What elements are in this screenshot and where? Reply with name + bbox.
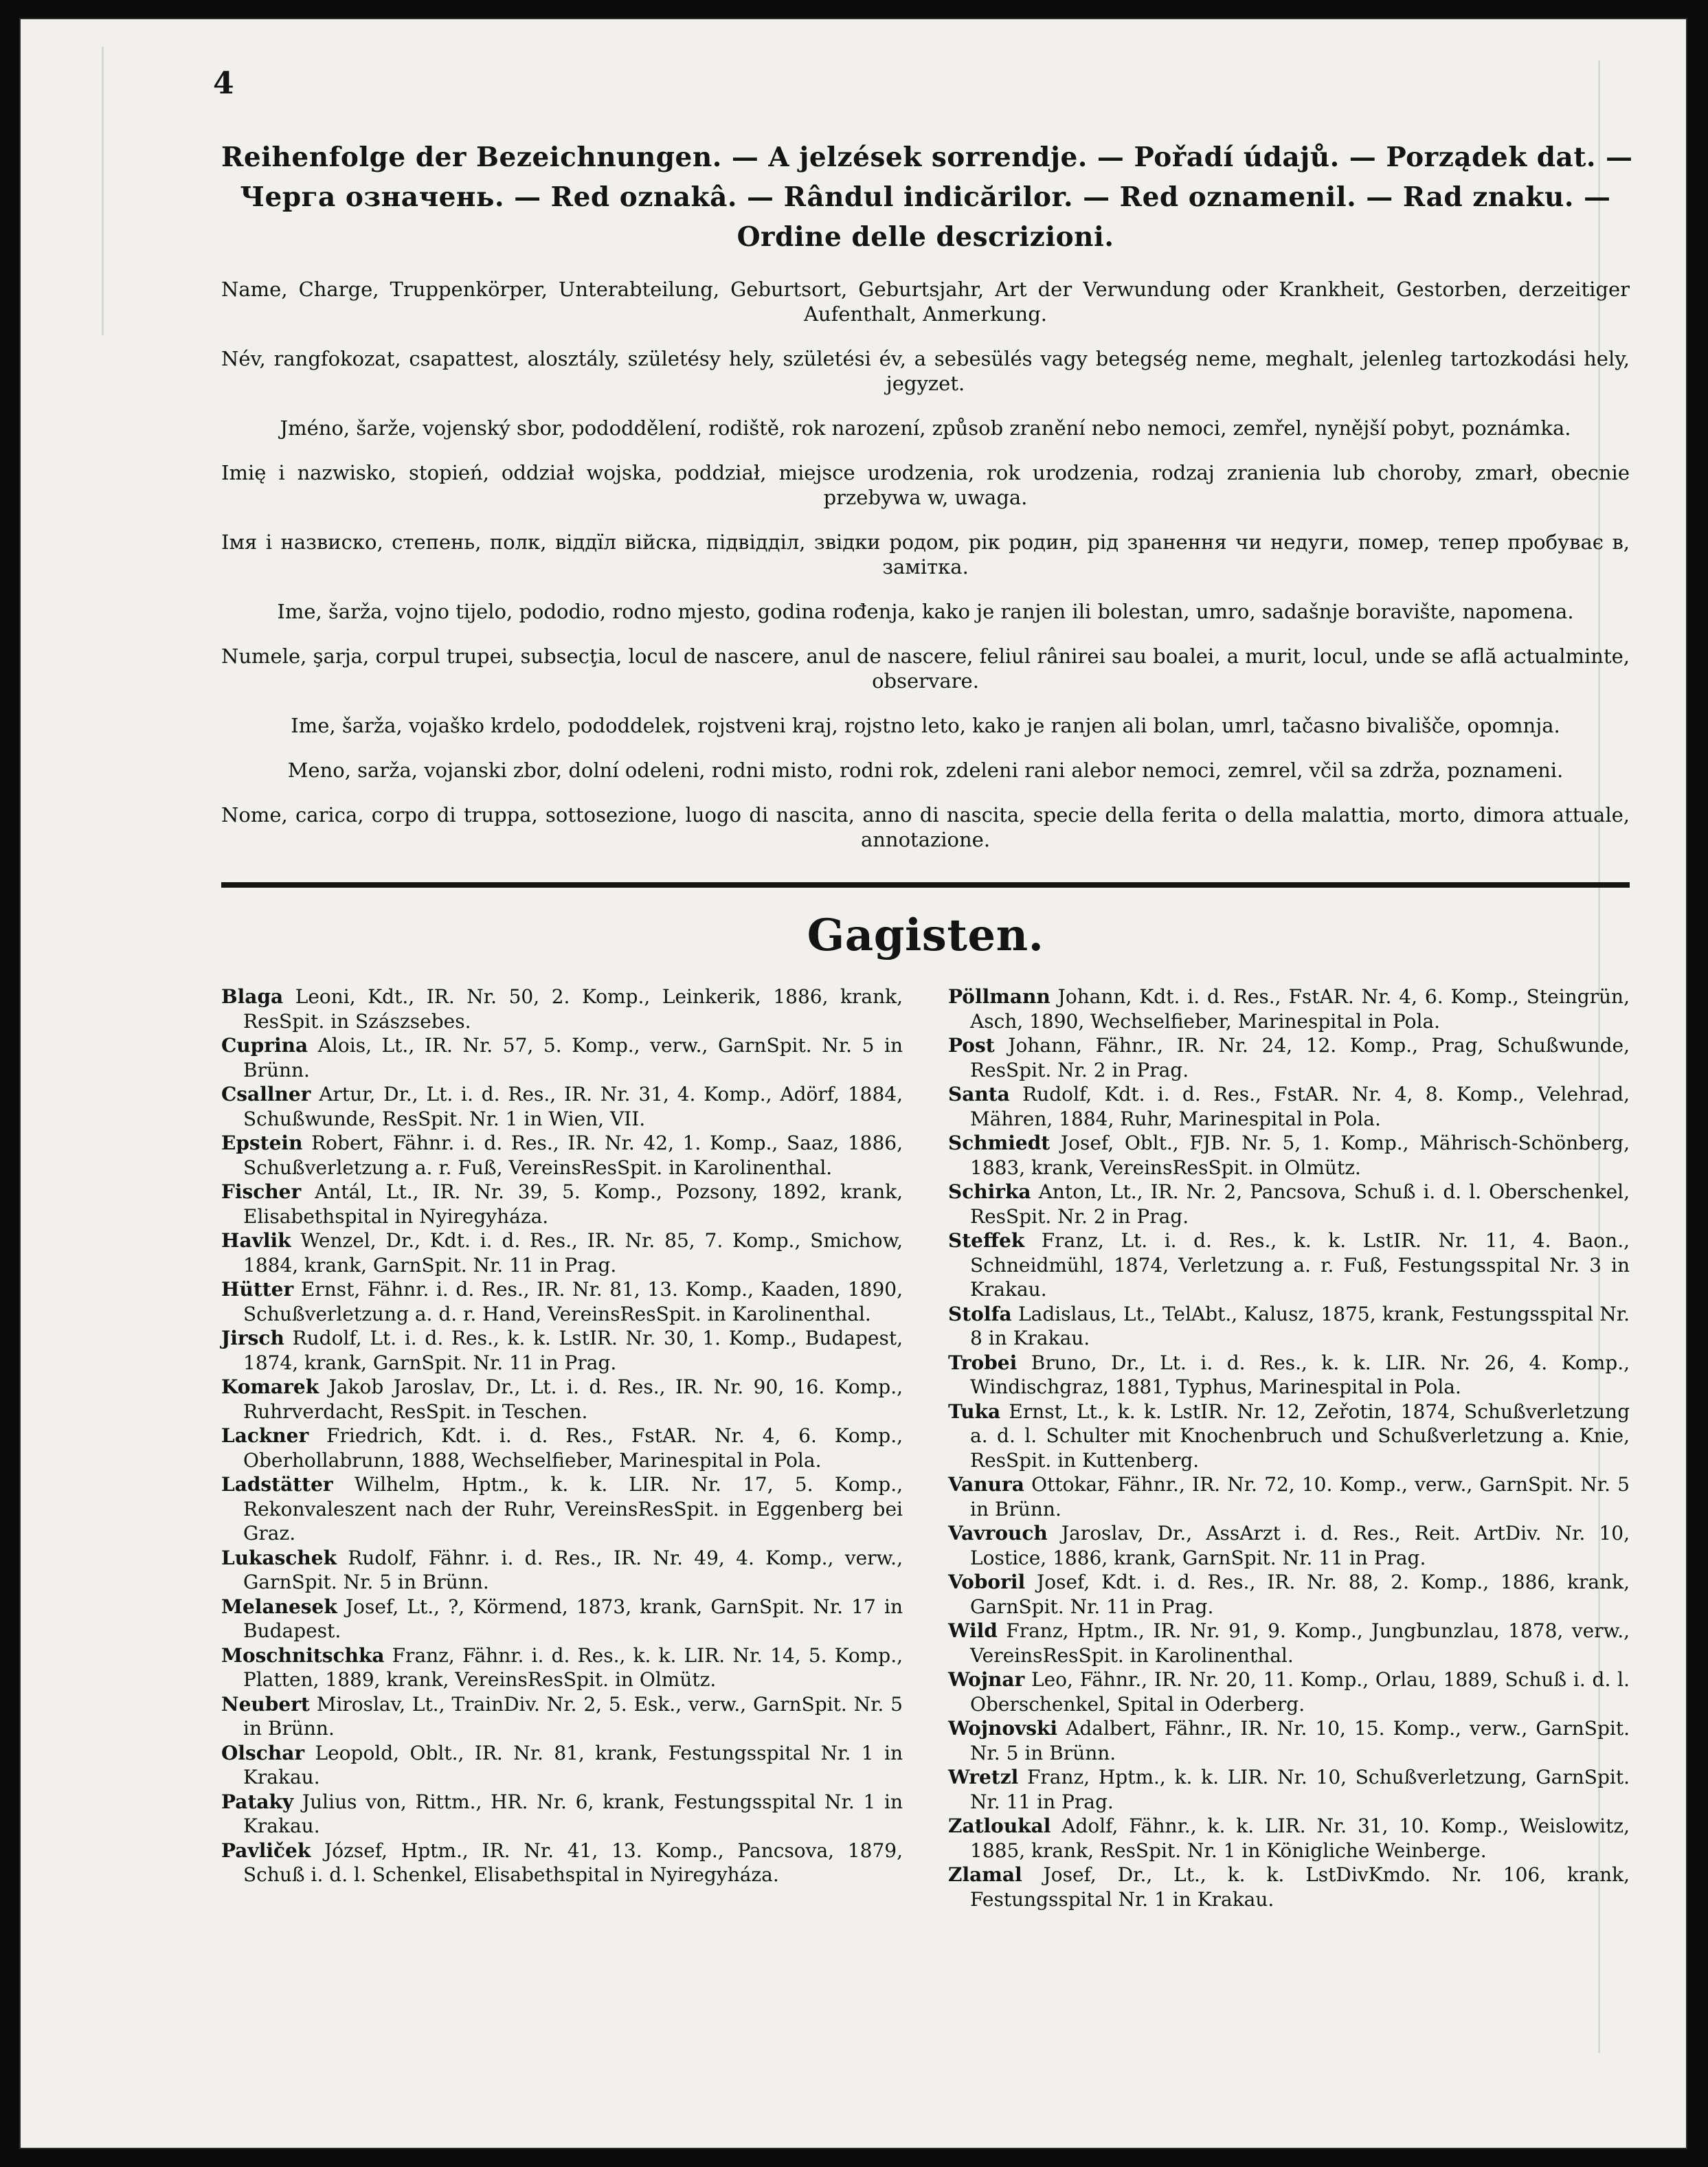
entry-details: Franz, Fähnr. i. d. Res., k. k. LIR. Nr. 14, 5. Komp., Platten, 1889, krank, VereinsResSpit. in Olmütz.	[243, 1643, 903, 1691]
entry-surname: Neubert	[221, 1692, 310, 1716]
casualty-entry	[221, 1228, 903, 1277]
entry-details: Friedrich, Kdt. i. d. Res., FstAR. Nr. 4, 6. Komp., Oberhollabrunn, 1888, Wechselfieber, Marinespital in Pola.	[243, 1424, 903, 1472]
legend-croatian: Ime, šarža, vojno tijelo, pododio, rodno mjesto, godina rođenja, kako je ranjen ili bolestan, umro, sadašnje boravište, napomena.	[277, 600, 1574, 623]
casualty-entry	[948, 1814, 1630, 1863]
entry-surname: Hütter	[221, 1278, 294, 1301]
casualty-entry	[948, 1668, 1630, 1716]
entry-details: Artur, Dr., Lt. i. d. Res., IR. Nr. 31, 4. Komp., Adörf, 1884, Schußwunde, ResSpit. Nr. 1 in Wien, VII.	[243, 1083, 903, 1130]
entry-surname: Pavliček	[221, 1839, 311, 1862]
casualty-entry	[221, 1595, 903, 1643]
entry-details: Julius von, Rittm., HR. Nr. 6, krank, Festungsspital Nr. 1 in Krakau.	[243, 1790, 903, 1837]
legend-hungarian: Név, rangfokozat, csapattest, alosztály, születésy hely, születési év, a sebesülés vagy betegség neme, meghalt, jelenleg tartozkodási hely, jegyzet.	[221, 347, 1630, 395]
page-number: 4	[213, 66, 234, 101]
entry-details: Josef, Kdt. i. d. Res., IR. Nr. 88, 2. Komp., 1886, krank, GarnSpit. Nr. 11 in Prag.	[970, 1571, 1630, 1618]
heading-line: Reihenfolge der Bezeichnungen. — A jelzések sorrendje. — Pořadí údajů. — Porządek dat. —	[221, 142, 1633, 173]
legend-romanian: Numele, şarja, corpul trupei, subsecţia, locul de nascere, anul de nascere, feliul rânirei sau boalei, a murit, locul, unde se află actualminte, observare.	[221, 644, 1630, 693]
entry-details: Robert, Fähnr. i. d. Res., IR. Nr. 42, 1. Komp., Saaz, 1886, Schußverletzung a. r. Fuß, VereinsResSpit. in Karolinenthal.	[243, 1132, 903, 1179]
entry-details: Josef, Lt., ?, Körmend, 1873, krank, GarnSpit. Nr. 17 in Budapest.	[243, 1595, 903, 1642]
entry-details: Josef, Dr., Lt., k. k. LstDivKmdo. Nr. 106, krank, Festungsspital Nr. 1 in Krakau.	[970, 1863, 1630, 1911]
heading-line: Ordine delle descrizioni.	[737, 221, 1114, 253]
heading-line: Черга означень. — Red oznakâ. — Rândul indicărilor. — Red oznamenil. — Rad znaku. —	[240, 181, 1611, 213]
casualty-entry	[221, 1375, 903, 1424]
entry-details: Rudolf, Lt. i. d. Res., k. k. LstIR. Nr. 30, 1. Komp., Budapest, 1874, krank, GarnSpit. Nr. 11 in Prag.	[243, 1327, 903, 1374]
legend-polish: Imię i nazwisko, stopień, oddział wojska, poddział, miejsce urodzenia, rok urodzenia, rodzaj zranienia lub choroby, zmarł, obecnie przebywa w, uwaga.	[221, 461, 1630, 509]
left-column	[221, 985, 903, 1911]
right-column	[948, 985, 1630, 1911]
casualty-entry	[221, 1790, 903, 1839]
entry-details: Anton, Lt., IR. Nr. 2, Pancsova, Schuß i. d. l. Oberschenkel, ResSpit. Nr. 2 in Prag.	[970, 1180, 1630, 1228]
casualty-entry	[221, 1839, 903, 1887]
entry-surname: Schmiedt	[948, 1132, 1050, 1154]
entry-details: Adalbert, Fähnr., IR. Nr. 10, 15. Komp., verw., GarnSpit. Nr. 5 in Brünn.	[970, 1717, 1630, 1764]
casualty-entry	[221, 1082, 903, 1131]
entry-surname: Olschar	[221, 1741, 305, 1764]
page-content	[221, 63, 1633, 1911]
legend-ruthenian: Імя і назвиско, степень, полк, віддїл війска, підвідділ, звідки родом, рік родин, рід зранення чи недуги, помер, тепер пробуває в, замітка.	[221, 530, 1630, 579]
entry-surname: Jirsch	[221, 1327, 284, 1349]
entry-details: Ottokar, Fähnr., IR. Nr. 72, 10. Komp., verw., GarnSpit. Nr. 5 in Brünn.	[970, 1473, 1630, 1520]
entry-details: Jaroslav, Dr., AssArzt i. d. Res., Reit. ArtDiv. Nr. 10, Lostice, 1886, krank, GarnSpit. Nr. 11 in Prag.	[970, 1522, 1630, 1569]
entry-details: Wenzel, Dr., Kdt. i. d. Res., IR. Nr. 85, 7. Komp., Smichow, 1884, krank, GarnSpit. Nr. 11 in Prag.	[243, 1229, 903, 1277]
entry-surname: Havlik	[221, 1229, 291, 1252]
entry-details: Leo, Fähnr., IR. Nr. 20, 11. Komp., Orlau, 1889, Schuß i. d. l. Oberschenkel, Spital in Oderberg.	[970, 1668, 1630, 1716]
entry-details: Franz, Hptm., k. k. LIR. Nr. 10, Schußverletzung, GarnSpit. Nr. 11 in Prag.	[970, 1766, 1630, 1813]
legend-slovenian: Ime, šarža, vojaško krdelo, pododdelek, rojstveni kraj, rojstno leto, kako je ranjen ali bolan, umrl, tačasno bivališče, opomnja.	[291, 714, 1560, 737]
entry-details: Johann, Fähnr., IR. Nr. 24, 12. Komp., Prag, Schußwunde, ResSpit. Nr. 2 in Prag.	[970, 1034, 1630, 1081]
entry-surname: Wojnar	[948, 1668, 1025, 1691]
casualty-entry	[948, 1131, 1630, 1180]
casualty-entry	[221, 1424, 903, 1472]
entry-surname: Vavrouch	[948, 1522, 1048, 1545]
casualty-entry	[948, 1765, 1630, 1814]
casualty-columns	[221, 985, 1630, 1911]
casualty-entry	[948, 1082, 1630, 1131]
casualty-entry	[221, 1546, 903, 1595]
casualty-entry	[221, 1131, 903, 1180]
entry-details: Bruno, Dr., Lt. i. d. Res., k. k. LIR. Nr. 26, 4. Komp., Windischgraz, 1881, Typhus, Marinespital in Pola.	[970, 1351, 1630, 1398]
casualty-entry	[948, 1033, 1630, 1082]
casualty-entry	[221, 985, 903, 1033]
entry-details: Leoni, Kdt., IR. Nr. 50, 2. Komp., Leinkerik, 1886, krank, ResSpit. in Szászsebes.	[243, 985, 903, 1033]
casualty-entry	[948, 1863, 1630, 1911]
casualty-entry	[948, 1570, 1630, 1619]
entry-details: Leopold, Oblt., IR. Nr. 81, krank, Festungsspital Nr. 1 in Krakau.	[243, 1741, 903, 1788]
entry-surname: Stolfa	[948, 1302, 1012, 1325]
entry-details: Josef, Oblt., FJB. Nr. 5, 1. Komp., Mährisch-Schönberg, 1883, krank, VereinsResSpit. in Olmütz.	[970, 1132, 1630, 1179]
entry-details: Ernst, Lt., k. k. LstIR. Nr. 12, Zeřotin, 1874, Schußverletzung a. d. l. Schulter mit Knochenbruch und Schußverletzung a. Knie, ResSpit. in Kuttenberg.	[970, 1400, 1630, 1472]
entry-surname: Santa	[948, 1083, 1010, 1105]
casualty-entry	[221, 1277, 903, 1326]
entry-surname: Csallner	[221, 1083, 311, 1105]
casualty-entry	[948, 1472, 1630, 1521]
legend-czech: Jméno, šarže, vojenský sbor, pododdělení, rodiště, rok narození, způsob zranění nebo nemoci, zemřel, nynější pobyt, poznámka.	[280, 416, 1571, 440]
entry-surname: Zatloukal	[948, 1815, 1051, 1837]
legend-slovak: Meno, sarža, vojanski zbor, dolní odeleni, rodni misto, rodni rok, zdeleni rani alebor nemoci, zemrel, včil sa zdrža, poznameni.	[287, 759, 1564, 782]
entry-surname: Wretzl	[948, 1766, 1019, 1788]
section-divider	[221, 882, 1630, 888]
legend-italian: Nome, carica, corpo di truppa, sottosezione, luogo di nascita, anno di nascita, specie della ferita o della malattia, morto, dimora attuale, annotazione.	[221, 803, 1630, 851]
entry-details: Ernst, Fähnr. i. d. Res., IR. Nr. 81, 13. Komp., Kaaden, 1890, Schußverletzung a. d. r. Hand, VereinsResSpit. in Karolinenthal.	[243, 1278, 903, 1325]
casualty-entry	[221, 1741, 903, 1790]
entry-surname: Wild	[948, 1619, 998, 1642]
casualty-entry	[221, 1472, 903, 1546]
entry-surname: Komarek	[221, 1376, 319, 1398]
entry-details: Miroslav, Lt., TrainDiv. Nr. 2, 5. Esk., verw., GarnSpit. Nr. 5 in Brünn.	[243, 1692, 903, 1740]
entry-surname: Fischer	[221, 1180, 302, 1203]
entry-details: Alois, Lt., IR. Nr. 57, 5. Komp., verw., GarnSpit. Nr. 5 in Brünn.	[243, 1034, 903, 1081]
casualty-entry	[948, 985, 1630, 1033]
entry-surname: Zlamal	[948, 1863, 1022, 1886]
entry-details: Johann, Kdt. i. d. Res., FstAR. Nr. 4, 6. Komp., Steingrün, Asch, 1890, Wechselfieber, Marinespital in Pola.	[970, 985, 1630, 1033]
casualty-entry	[948, 1400, 1630, 1473]
entry-surname: Voboril	[948, 1571, 1026, 1593]
casualty-entry	[221, 1692, 903, 1741]
entry-details: Wilhelm, Hptm., k. k. LIR. Nr. 17, 5. Komp., Rekonvaleszent nach der Ruhr, VereinsResSpit. in Eggenberg bei Graz.	[243, 1473, 903, 1545]
entry-details: Rudolf, Fähnr. i. d. Res., IR. Nr. 49, 4. Komp., verw., GarnSpit. Nr. 5 in Brünn.	[243, 1546, 903, 1593]
entry-details: Ladislaus, Lt., TelAbt., Kalusz, 1875, krank, Festungsspital Nr. 8 in Krakau.	[970, 1302, 1630, 1349]
casualty-entry	[948, 1619, 1630, 1668]
entry-surname: Melanesek	[221, 1595, 337, 1618]
entry-surname: Trobei	[948, 1351, 1018, 1374]
legend-block	[221, 277, 1630, 852]
entry-surname: Cuprina	[221, 1034, 308, 1057]
casualty-entry	[948, 1180, 1630, 1228]
entry-surname: Epstein	[221, 1132, 303, 1154]
entry-surname: Pöllmann	[948, 985, 1050, 1008]
entry-details: Adolf, Fähnr., k. k. LIR. Nr. 31, 10. Komp., Weislowitz, 1885, krank, ResSpit. Nr. 1 in Königliche Weinberge.	[970, 1815, 1630, 1862]
entry-surname: Moschnitschka	[221, 1643, 385, 1667]
entry-surname: Steffek	[948, 1229, 1025, 1252]
casualty-entry	[221, 1643, 903, 1692]
entry-surname: Schirka	[948, 1180, 1031, 1203]
entry-surname: Wojnovski	[948, 1717, 1058, 1740]
entry-surname: Lukaschek	[221, 1546, 337, 1569]
entry-details: Antál, Lt., IR. Nr. 39, 5. Komp., Pozsony, 1892, krank, Elisabethspital in Nyiregyháza.	[243, 1180, 903, 1228]
casualty-entry	[948, 1351, 1630, 1400]
legend-german: Name, Charge, Truppenkörper, Unterabteilung, Geburtsort, Geburtsjahr, Art der Verwundung oder Krankheit, Gestorben, derzeitiger Aufenthalt, Anmerkung.	[221, 278, 1630, 326]
casualty-entry	[948, 1302, 1630, 1351]
casualty-entry	[221, 1033, 903, 1082]
entry-surname: Pataky	[221, 1790, 294, 1813]
casualty-entry	[948, 1716, 1630, 1765]
entry-surname: Blaga	[221, 985, 284, 1008]
entry-surname: Vanura	[948, 1473, 1024, 1496]
entry-details: Rudolf, Kdt. i. d. Res., FstAR. Nr. 4, 8. Komp., Velehrad, Mähren, 1884, Ruhr, Marinespital in Pola.	[970, 1083, 1630, 1130]
casualty-entry	[948, 1228, 1630, 1302]
entry-details: Franz, Lt. i. d. Res., k. k. LstIR. Nr. 11, 4. Baon., Schneidmühl, 1874, Verletzung a. r. Fuß, Festungsspital Nr. 3 in Krakau.	[970, 1229, 1630, 1301]
entry-surname: Post	[948, 1034, 995, 1057]
entry-surname: Lackner	[221, 1424, 309, 1447]
section-title: Gagisten.	[807, 910, 1044, 961]
document-page	[19, 18, 1687, 2149]
heading-block	[221, 137, 1633, 257]
casualty-entry	[948, 1521, 1630, 1570]
entry-details: Jakob Jaroslav, Dr., Lt. i. d. Res., IR. Nr. 90, 16. Komp., Ruhrverdacht, ResSpit. in Teschen.	[243, 1376, 903, 1423]
entry-details: Franz, Hptm., IR. Nr. 91, 9. Komp., Jungbunzlau, 1878, verw., VereinsResSpit. in Karolinenthal.	[970, 1619, 1630, 1667]
entry-surname: Tuka	[948, 1400, 1001, 1423]
scan-speck	[102, 47, 104, 335]
casualty-entry	[221, 1326, 903, 1375]
entry-details: József, Hptm., IR. Nr. 41, 13. Komp., Pancsova, 1879, Schuß i. d. l. Schenkel, Elisabethspital in Nyiregyháza.	[243, 1839, 903, 1886]
casualty-entry	[221, 1180, 903, 1228]
entry-surname: Ladstätter	[221, 1473, 333, 1496]
